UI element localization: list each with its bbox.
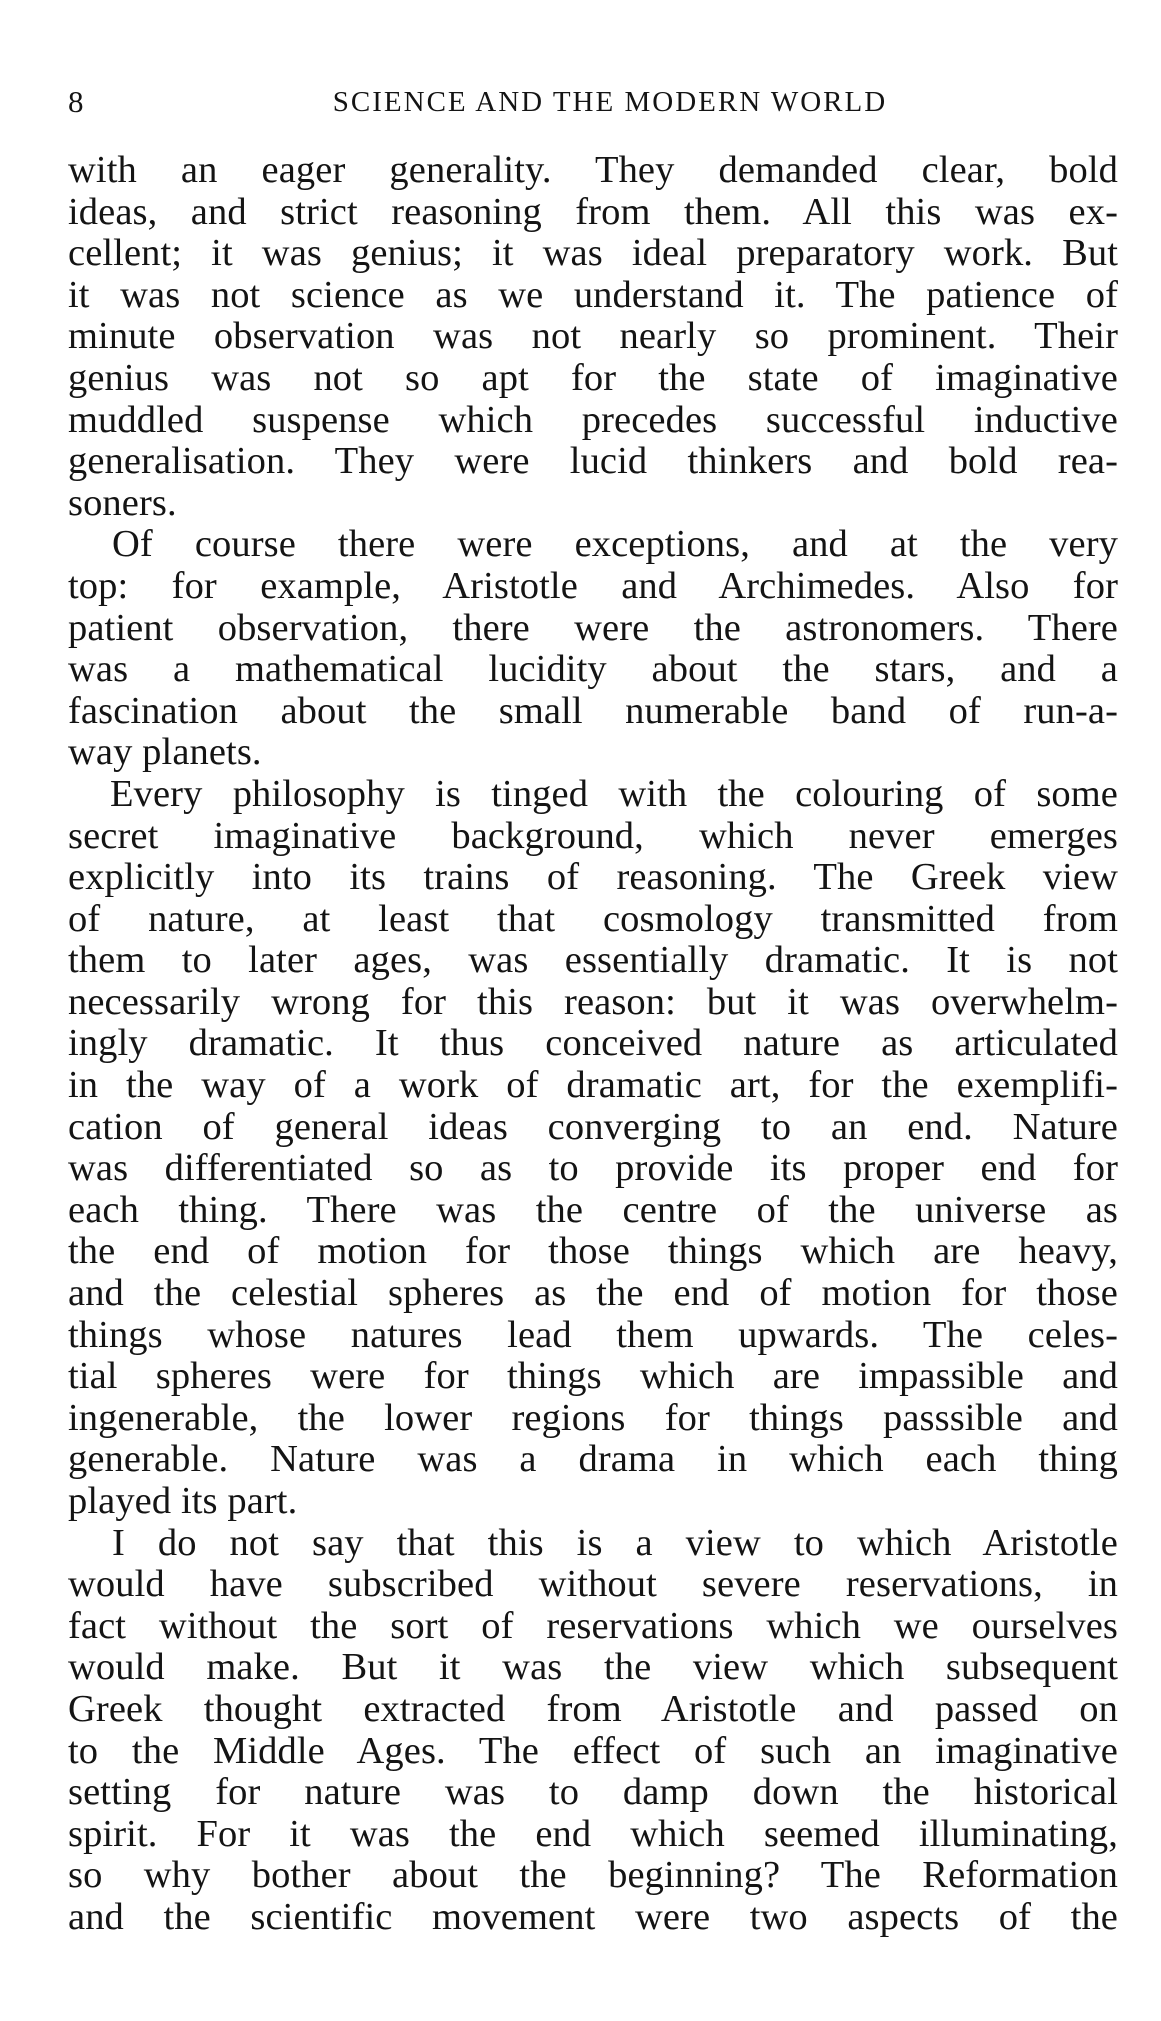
text-line: and the celestial spheres as the end of motion for those [68,1272,1118,1315]
text-line: was a mathematical lucidity about the stars, and a [68,648,1118,691]
running-head: SCIENCE AND THE MODERN WORLD [332,86,888,118]
page-header [68,80,1118,124]
paragraph-start-line: Of course there were exceptions, and at the very [112,523,1118,566]
text-line: spirit. For it was the end which seemed illuminating, [68,1812,1118,1855]
text-line: muddled suspense which precedes successful inductive [68,398,1118,441]
text-line: fascination about the small numerable band of run-a- [68,689,1118,732]
text-line: genius was not so apt for the state of imaginative [68,356,1118,399]
text-line: generable. Nature was a drama in which each thing [68,1438,1118,1481]
text-line: to the Middle Ages. The effect of such an imaginative [68,1729,1118,1772]
text-line: played its part. [68,1480,298,1522]
text-line: it was not science as we understand it. The patience of [68,273,1118,316]
text-line: explicitly into its trains of reasoning. The Greek view [68,856,1118,899]
text-line: would have subscribed without severe reservations, in [68,1563,1118,1606]
text-line: them to later ages, was essentially dramatic. It is not [68,939,1118,982]
text-line: ingenerable, the lower regions for things passsible and [68,1396,1118,1439]
text-line: top: for example, Aristotle and Archimedes. Also for [68,564,1118,607]
text-line: secret imaginative background, which never emerges [68,814,1118,857]
text-line: setting for nature was to damp down the historical [68,1771,1118,1814]
text-line: with an eager generality. They demanded clear, bold [68,149,1118,191]
paragraph-start-line: Every philosophy is tinged with the colouring of some [110,772,1118,815]
text-line: tial spheres were for things which are impassible and [68,1355,1118,1398]
text-line: the end of motion for those things which are heavy, [68,1230,1118,1273]
text-line: way planets. [68,731,262,774]
text-line: and the scientific movement were two aspects of the [68,1895,1118,1938]
paragraph-start-line: I do not say that this is a view to which Aristotle [112,1521,1118,1564]
text-line: soners. [68,481,177,524]
text-line: Greek thought extracted from Aristotle and passed on [68,1687,1118,1730]
text-line: ingly dramatic. It thus conceived nature as articulated [68,1022,1118,1065]
text-line: minute observation was not nearly so prominent. Their [68,315,1118,358]
text-line: necessarily wrong for this reason: but it was overwhelm- [68,980,1118,1023]
text-line: of nature, at least that cosmology transmitted from [68,897,1118,940]
text-line: so why bother about the beginning? The Reformation [68,1854,1118,1897]
page-number: 8 [68,84,84,119]
text-line: would make. But it was the view which subsequent [68,1646,1118,1689]
text-line: fact without the sort of reservations which we ourselves [68,1604,1118,1647]
text-line: cation of general ideas converging to an end. Nature [68,1105,1118,1148]
text-line: generalisation. They were lucid thinkers and bold rea- [68,440,1118,483]
text-line: ideas, and strict reasoning from them. All this was ex- [68,190,1118,233]
text-line: patient observation, there were the astronomers. There [68,606,1118,649]
text-line: in the way of a work of dramatic art, for the exemplifi- [68,1064,1118,1107]
text-line: was differentiated so as to provide its proper end for [68,1147,1118,1190]
body-text [68,150,1118,1939]
text-line: each thing. There was the centre of the universe as [68,1188,1118,1231]
text-line: cellent; it was genius; it was ideal preparatory work. But [68,232,1118,275]
text-line: things whose natures lead them upwards. The celes- [68,1313,1118,1356]
